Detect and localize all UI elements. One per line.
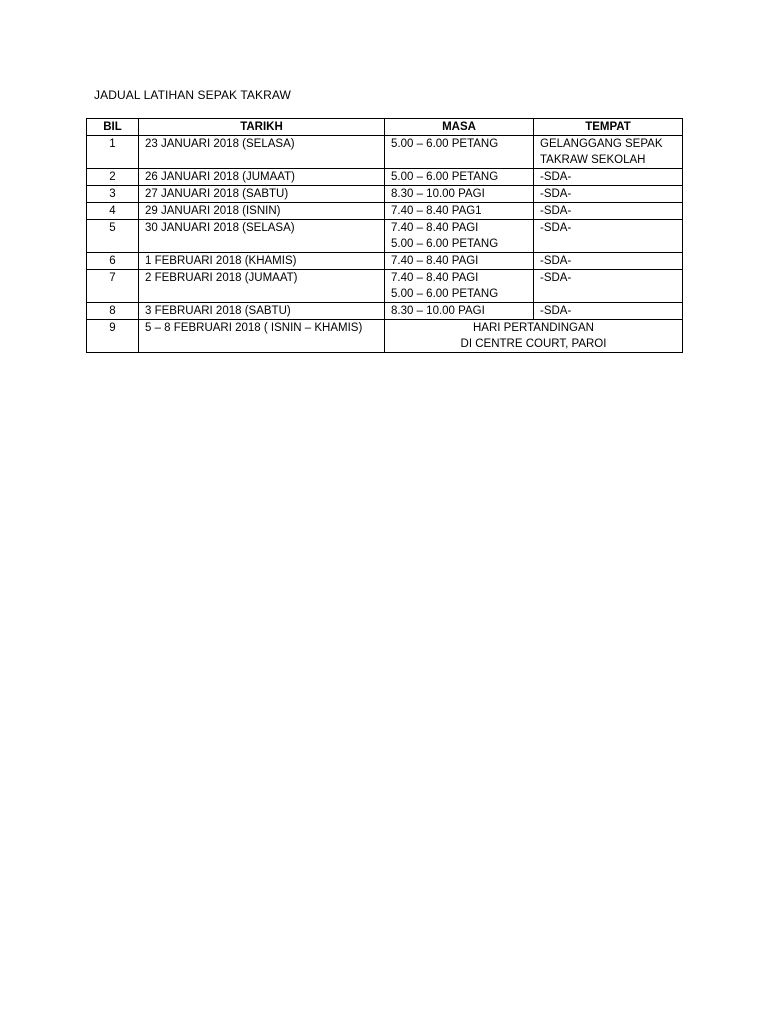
cell-tempat: [534, 136, 683, 169]
table-row: [87, 320, 683, 353]
table-row: [87, 270, 683, 303]
cell-masa: [385, 270, 534, 303]
masa-line: 8.30 – 10.00 PAGI: [391, 305, 485, 317]
schedule-table: [86, 118, 683, 353]
masa-line: 8.30 – 10.00 PAGI: [391, 188, 485, 200]
cell-tarikh: 3 FEBRUARI 2018 (SABTU): [139, 303, 385, 320]
tempat-line: -SDA-: [540, 222, 572, 234]
table-header: [87, 119, 683, 136]
table-row: [87, 220, 683, 253]
header-tempat: TEMPAT: [534, 119, 683, 136]
masa-line: 7.40 – 8.40 PAGI: [391, 255, 479, 267]
cell-masa: [385, 220, 534, 253]
tempat-line: -SDA-: [540, 205, 572, 217]
cell-tempat: [534, 186, 683, 203]
tempat-line: TAKRAW SEKOLAH: [540, 154, 646, 166]
masa-line: 7.40 – 8.40 PAGI: [391, 272, 479, 284]
cell-bil: 7: [87, 270, 139, 303]
table-row: [87, 253, 683, 270]
cell-tempat: [534, 303, 683, 320]
cell-masa: [385, 169, 534, 186]
tempat-line: -SDA-: [540, 255, 572, 267]
cell-masa: [385, 186, 534, 203]
cell-tarikh: 23 JANUARI 2018 (SELASA): [139, 136, 385, 169]
tempat-line: -SDA-: [540, 305, 572, 317]
header-tarikh: TARIKH: [139, 119, 385, 136]
page-title: JADUAL LATIHAN SEPAK TAKRAW: [94, 88, 291, 102]
tempat-line: -SDA-: [540, 171, 572, 183]
cell-masa: [385, 136, 534, 169]
table-row: [87, 169, 683, 186]
header-row: [87, 119, 683, 136]
masa-line: 7.40 – 8.40 PAG1: [391, 205, 482, 217]
event-line: DI CENTRE COURT, PAROI: [460, 338, 607, 350]
table-body: [87, 136, 683, 353]
header-masa: MASA: [385, 119, 534, 136]
masa-line: 5.00 – 6.00 PETANG: [391, 288, 499, 300]
cell-tarikh: 30 JANUARI 2018 (SELASA): [139, 220, 385, 253]
cell-bil: 6: [87, 253, 139, 270]
masa-line: 5.00 – 6.00 PETANG: [391, 138, 499, 150]
masa-line: 5.00 – 6.00 PETANG: [391, 238, 499, 250]
masa-line: 5.00 – 6.00 PETANG: [391, 171, 499, 183]
cell-tempat: [534, 270, 683, 303]
cell-tempat: [534, 203, 683, 220]
table-row: [87, 186, 683, 203]
cell-bil: 5: [87, 220, 139, 253]
cell-tarikh: 29 JANUARI 2018 (ISNIN): [139, 203, 385, 220]
cell-tarikh: 26 JANUARI 2018 (JUMAAT): [139, 169, 385, 186]
cell-tarikh: 1 FEBRUARI 2018 (KHAMIS): [139, 253, 385, 270]
cell-bil: 8: [87, 303, 139, 320]
event-line: HARI PERTANDINGAN: [473, 322, 594, 334]
cell-tarikh: 27 JANUARI 2018 (SABTU): [139, 186, 385, 203]
cell-tempat: [534, 169, 683, 186]
cell-bil: 4: [87, 203, 139, 220]
table-row: [87, 303, 683, 320]
cell-bil: 2: [87, 169, 139, 186]
cell-tempat: [534, 220, 683, 253]
cell-bil: 3: [87, 186, 139, 203]
cell-masa: [385, 203, 534, 220]
cell-tarikh: 2 FEBRUARI 2018 (JUMAAT): [139, 270, 385, 303]
tempat-line: GELANGGANG SEPAK: [540, 138, 663, 150]
tempat-line: -SDA-: [540, 188, 572, 200]
tempat-line: -SDA-: [540, 272, 572, 284]
cell-masa: [385, 253, 534, 270]
table-row: [87, 136, 683, 169]
table-row: [87, 203, 683, 220]
header-bil: BIL: [87, 119, 139, 136]
cell-merged-event: [385, 320, 683, 353]
cell-tempat: [534, 253, 683, 270]
cell-bil: 9: [87, 320, 139, 353]
cell-masa: [385, 303, 534, 320]
cell-tarikh: 5 – 8 FEBRUARI 2018 ( ISNIN – KHAMIS): [139, 320, 385, 353]
masa-line: 7.40 – 8.40 PAGI: [391, 222, 479, 234]
cell-bil: 1: [87, 136, 139, 169]
